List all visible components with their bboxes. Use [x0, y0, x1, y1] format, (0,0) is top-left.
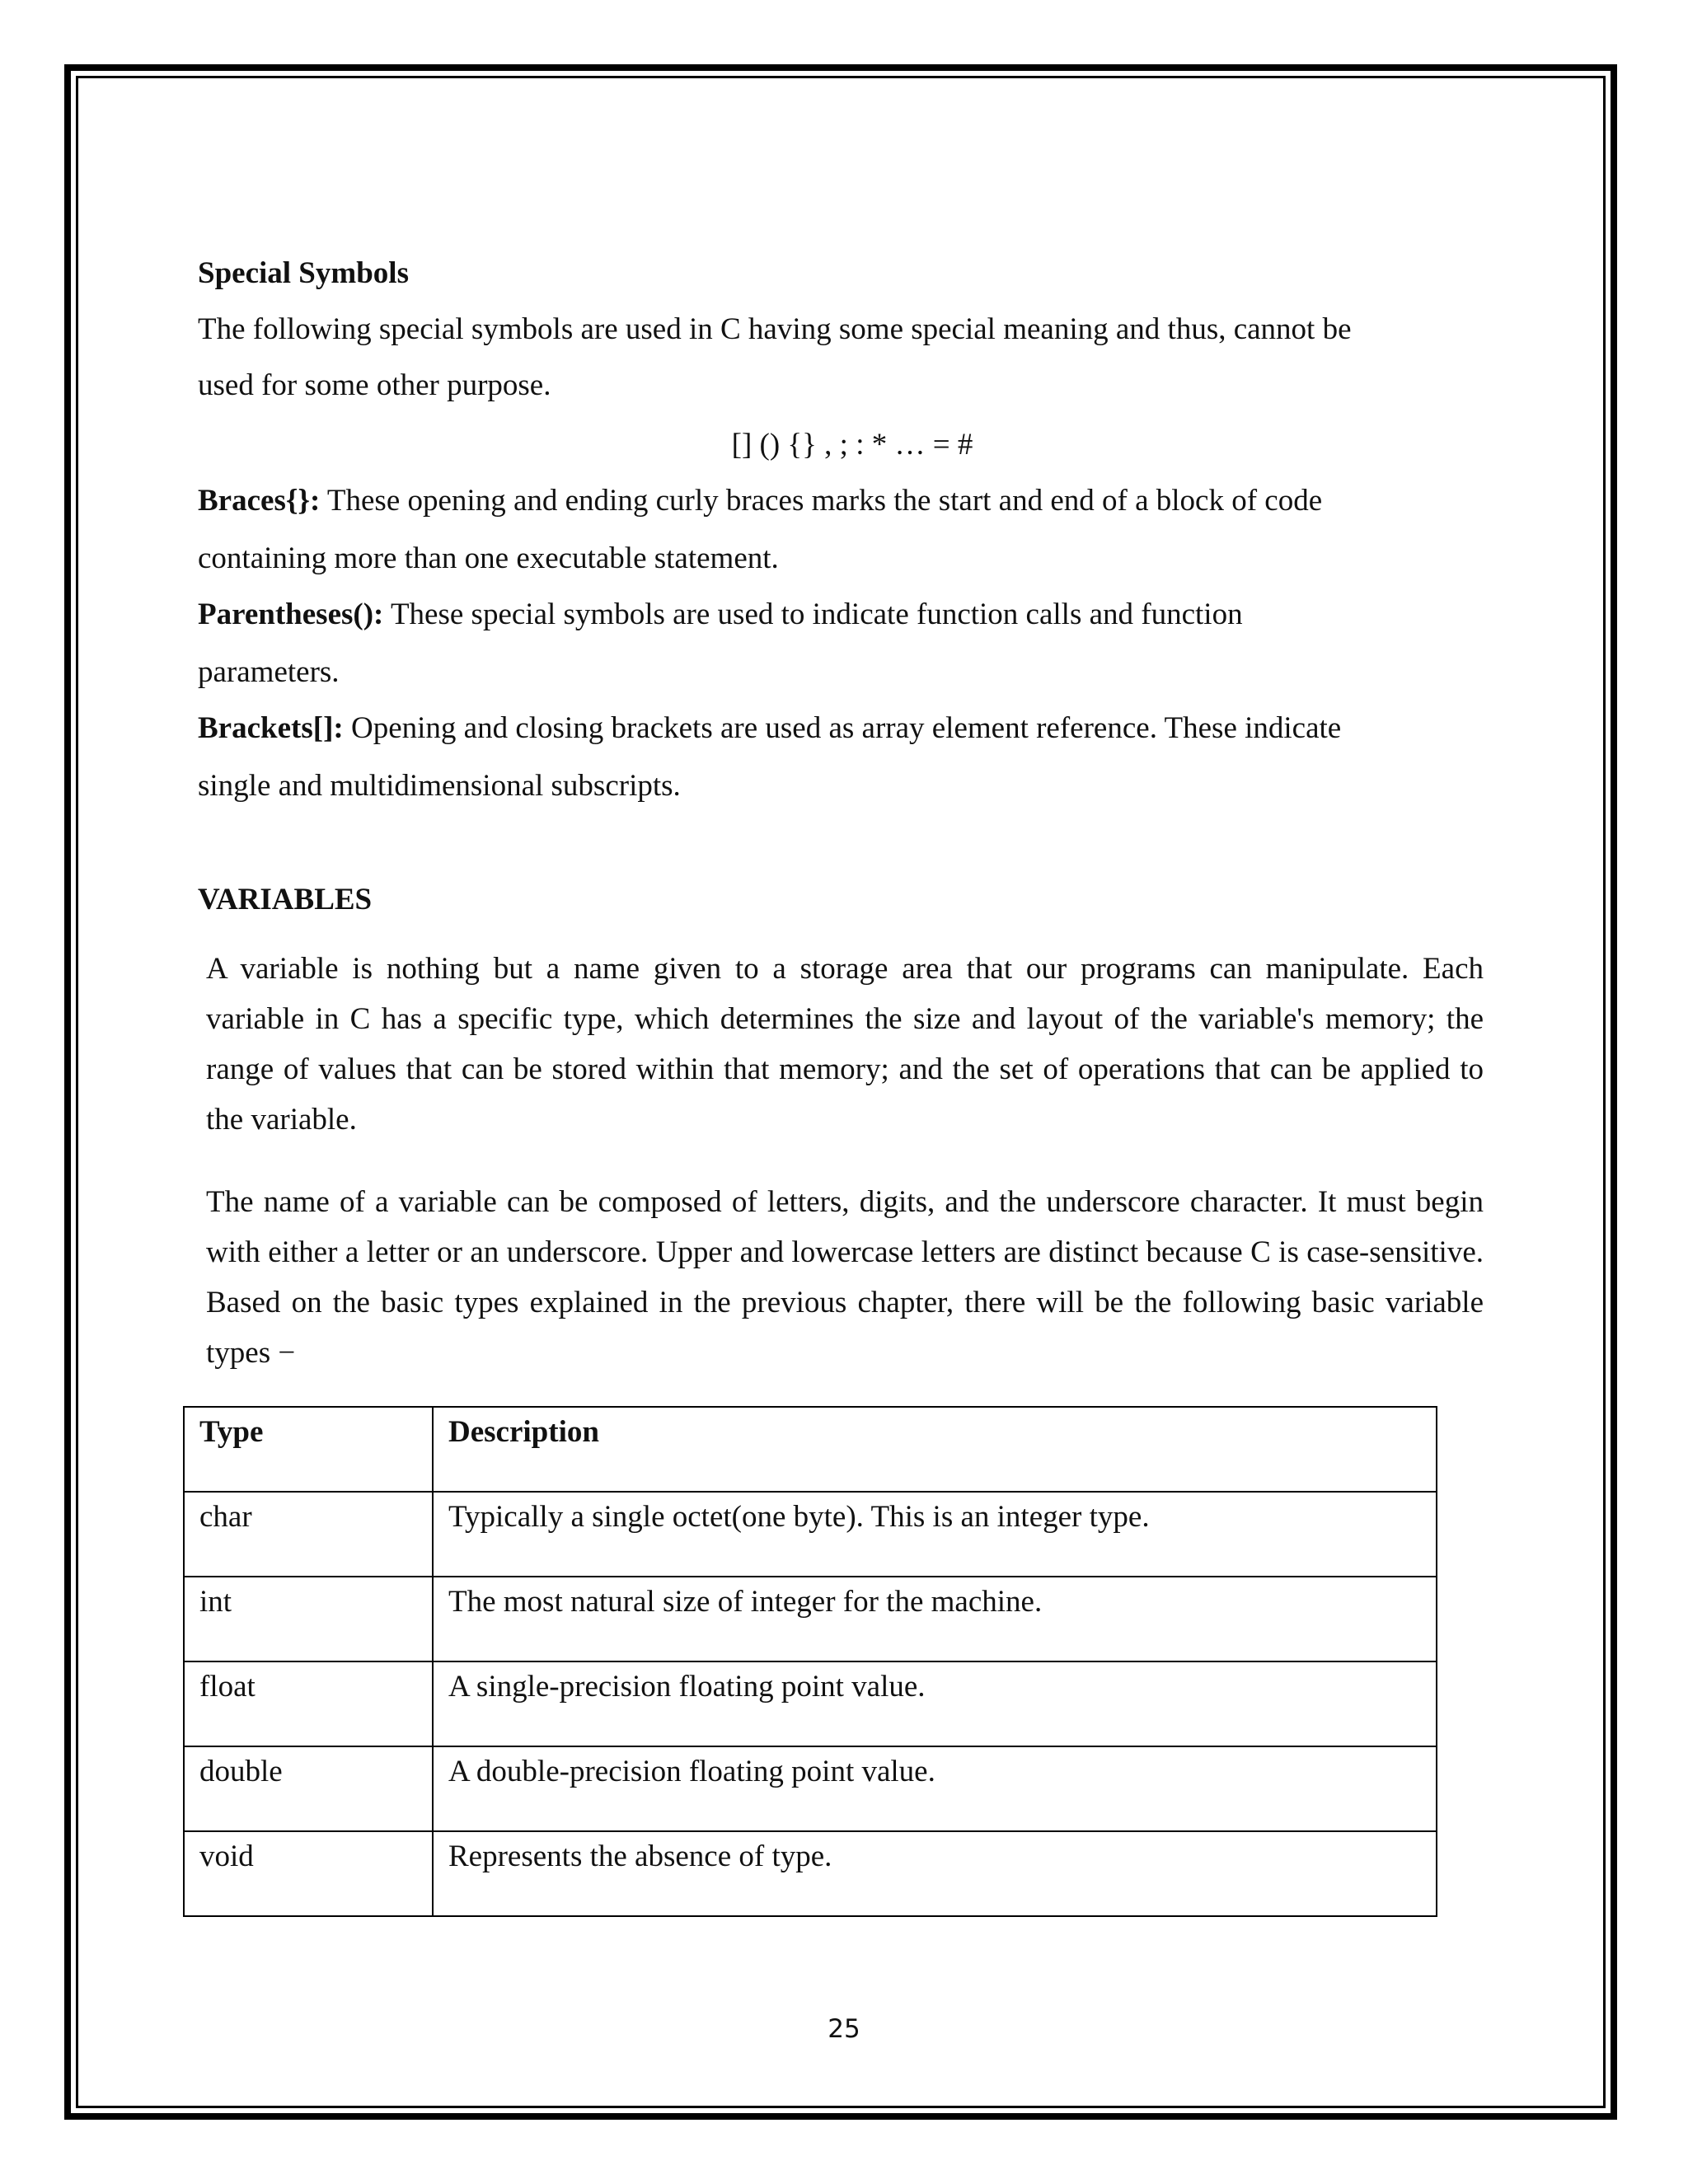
- table-cell-type: void: [184, 1831, 433, 1916]
- table-cell-type: double: [184, 1746, 433, 1831]
- braces-text: These opening and ending curly braces marks the start and end of a block of code: [320, 484, 1323, 518]
- table-row: [184, 1746, 1437, 1831]
- brackets-definition-line1: [198, 710, 1341, 747]
- table-cell-type: char: [184, 1492, 433, 1577]
- table-header-type: Type: [184, 1407, 433, 1492]
- table-cell-type: float: [184, 1661, 433, 1746]
- special-symbols-heading: Special Symbols: [198, 256, 409, 290]
- brackets-term: Brackets[]:: [198, 711, 344, 745]
- table-header-description: Description: [433, 1407, 1437, 1492]
- table-cell-description: A single-precision floating point value.: [433, 1661, 1437, 1746]
- brackets-definition-line2: single and multidimensional subscripts.: [198, 769, 681, 803]
- parentheses-definition-line1: [198, 597, 1243, 633]
- parentheses-text: These special symbols are used to indicate function calls and function: [383, 598, 1243, 631]
- parentheses-definition-line2: parameters.: [198, 655, 340, 689]
- braces-term: Braces{}:: [198, 484, 321, 518]
- special-symbols-intro-line2: used for some other purpose.: [198, 368, 551, 402]
- table-cell-type: int: [184, 1577, 433, 1661]
- braces-definition-line1: [198, 483, 1322, 519]
- table-row: [184, 1661, 1437, 1746]
- variables-paragraph-2: The name of a variable can be composed of letters, digits, and the underscore character. It must begin with either a letter or an underscore. Upper and lowercase letters are distinct because C is case-sensitive. Based on the basic types explained in the previous chapter, there will be the following basic variable types −: [206, 1185, 1484, 1370]
- variables-paragraph-1: A variable is nothing but a name given to a storage area that our programs can manipulate. Each variable in C has a specific type, which determines the size and layout of the variable's memory; the range of values that can be stored within that memory; and the set of operations that can be applied to the variable.: [206, 952, 1484, 1137]
- table-row: [184, 1492, 1437, 1577]
- parentheses-term: Parentheses():: [198, 598, 384, 631]
- table-row: [184, 1831, 1437, 1916]
- table-cell-description: Typically a single octet(one byte). This is an integer type.: [433, 1492, 1437, 1577]
- table-row: [184, 1577, 1437, 1661]
- brackets-text: Opening and closing brackets are used as array element reference. These indicate: [343, 711, 1342, 745]
- variable-types-table: [183, 1406, 1437, 1917]
- special-symbols-list: [] () {} , ; : * … = #: [731, 428, 973, 462]
- variables-heading: VARIABLES: [198, 883, 373, 916]
- special-symbols-intro-line1: The following special symbols are used in C having some special meaning and thus, cannot be: [198, 312, 1352, 346]
- table-cell-description: Represents the absence of type.: [433, 1831, 1437, 1916]
- braces-definition-line2: containing more than one executable statement.: [198, 541, 779, 575]
- table-cell-description: A double-precision floating point value.: [433, 1746, 1437, 1831]
- table-cell-description: The most natural size of integer for the machine.: [433, 1577, 1437, 1661]
- table-header-row: [184, 1407, 1437, 1492]
- page-number: 25: [828, 2014, 860, 2044]
